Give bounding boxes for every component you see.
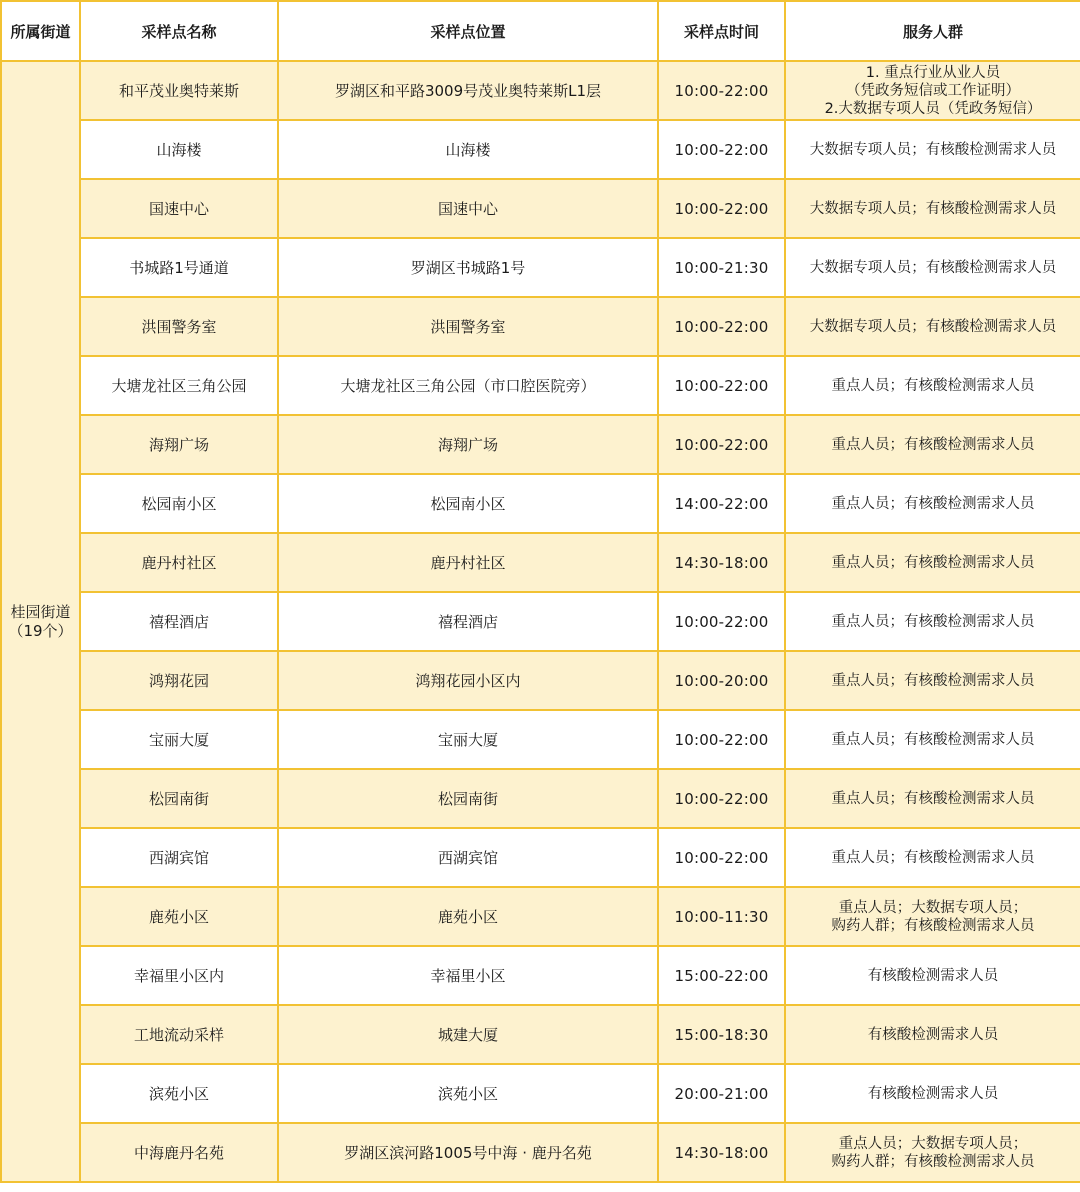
- site-name-cell: 山海楼: [80, 120, 278, 179]
- service-group-cell: 重点人员；有核酸检测需求人员: [785, 356, 1080, 415]
- site-location-cell: 山海楼: [278, 120, 658, 179]
- site-name-cell: 鹿丹村社区: [80, 533, 278, 592]
- site-location-cell: 城建大厦: [278, 1005, 658, 1064]
- site-time-cell: 10:00-22:00: [658, 297, 785, 356]
- table-row: [1, 769, 1080, 828]
- service-group-cell: 重点人员；有核酸检测需求人员: [785, 415, 1080, 474]
- table-row: [1, 474, 1080, 533]
- site-time-cell: 10:00-11:30: [658, 887, 785, 946]
- table-row: [1, 533, 1080, 592]
- site-name-cell: 禧程酒店: [80, 592, 278, 651]
- site-time-cell: 10:00-22:00: [658, 710, 785, 769]
- site-name-cell: 海翔广场: [80, 415, 278, 474]
- site-name-cell: 鹿苑小区: [80, 887, 278, 946]
- service-group-cell: 重点人员；有核酸检测需求人员: [785, 710, 1080, 769]
- site-time-cell: 10:00-22:00: [658, 592, 785, 651]
- site-time-cell: 15:00-22:00: [658, 946, 785, 1005]
- site-location-cell: 宝丽大厦: [278, 710, 658, 769]
- site-name-cell: 滨苑小区: [80, 1064, 278, 1123]
- service-group-cell: 大数据专项人员；有核酸检测需求人员: [785, 179, 1080, 238]
- header-site-time: 采样点时间: [658, 1, 785, 61]
- site-name-cell: 中海鹿丹名苑: [80, 1123, 278, 1182]
- site-time-cell: 10:00-22:00: [658, 61, 785, 120]
- table-row: [1, 356, 1080, 415]
- site-location-cell: 鹿丹村社区: [278, 533, 658, 592]
- service-group-cell: 重点人员；有核酸检测需求人员: [785, 828, 1080, 887]
- table-row: [1, 592, 1080, 651]
- table-body: [1, 61, 1080, 1182]
- table-row: [1, 120, 1080, 179]
- site-name-cell: 工地流动采样: [80, 1005, 278, 1064]
- site-time-cell: 10:00-22:00: [658, 828, 785, 887]
- table-row: [1, 710, 1080, 769]
- table-row: [1, 179, 1080, 238]
- site-location-cell: 洪围警务室: [278, 297, 658, 356]
- service-group-cell: 重点人员；有核酸检测需求人员: [785, 533, 1080, 592]
- service-group-cell: 重点人员；大数据专项人员； 购药人群；有核酸检测需求人员: [785, 887, 1080, 946]
- site-location-cell: 西湖宾馆: [278, 828, 658, 887]
- site-name-cell: 鸿翔花园: [80, 651, 278, 710]
- site-location-cell: 滨苑小区: [278, 1064, 658, 1123]
- site-name-cell: 和平茂业奥特莱斯: [80, 61, 278, 120]
- site-time-cell: 15:00-18:30: [658, 1005, 785, 1064]
- service-group-cell: 重点人员；有核酸检测需求人员: [785, 769, 1080, 828]
- site-time-cell: 10:00-22:00: [658, 415, 785, 474]
- site-name-cell: 松园南街: [80, 769, 278, 828]
- table-row: [1, 1064, 1080, 1123]
- table-row: [1, 415, 1080, 474]
- service-group-cell: 大数据专项人员；有核酸检测需求人员: [785, 297, 1080, 356]
- site-location-cell: 大塘龙社区三角公园（市口腔医院旁）: [278, 356, 658, 415]
- site-location-cell: 幸福里小区: [278, 946, 658, 1005]
- site-name-cell: 西湖宾馆: [80, 828, 278, 887]
- service-group-cell: 重点人员；有核酸检测需求人员: [785, 474, 1080, 533]
- header-service-group: 服务人群: [785, 1, 1080, 61]
- site-location-cell: 国速中心: [278, 179, 658, 238]
- site-time-cell: 10:00-22:00: [658, 179, 785, 238]
- site-location-cell: 罗湖区和平路3009号茂业奥特莱斯L1层: [278, 61, 658, 120]
- service-group-cell: 有核酸检测需求人员: [785, 946, 1080, 1005]
- site-time-cell: 14:30-18:00: [658, 533, 785, 592]
- site-name-cell: 松园南小区: [80, 474, 278, 533]
- site-name-cell: 洪围警务室: [80, 297, 278, 356]
- site-location-cell: 松园南小区: [278, 474, 658, 533]
- site-name-cell: 宝丽大厦: [80, 710, 278, 769]
- service-group-cell: 1. 重点行业从业人员 （凭政务短信或工作证明） 2.大数据专项人员（凭政务短信）: [785, 61, 1080, 120]
- site-time-cell: 10:00-22:00: [658, 769, 785, 828]
- header-site-location: 采样点位置: [278, 1, 658, 61]
- service-group-cell: 大数据专项人员；有核酸检测需求人员: [785, 238, 1080, 297]
- table-row: [1, 1123, 1080, 1182]
- service-group-cell: 重点人员；有核酸检测需求人员: [785, 651, 1080, 710]
- site-location-cell: 罗湖区滨河路1005号中海 · 鹿丹名苑: [278, 1123, 658, 1182]
- table-row: [1, 828, 1080, 887]
- site-name-cell: 幸福里小区内: [80, 946, 278, 1005]
- service-group-cell: 有核酸检测需求人员: [785, 1005, 1080, 1064]
- service-group-cell: 大数据专项人员；有核酸检测需求人员: [785, 120, 1080, 179]
- site-name-cell: 国速中心: [80, 179, 278, 238]
- table-row: [1, 1005, 1080, 1064]
- site-name-cell: 大塘龙社区三角公园: [80, 356, 278, 415]
- header-district: 所属街道: [1, 1, 80, 61]
- site-time-cell: 10:00-20:00: [658, 651, 785, 710]
- site-time-cell: 10:00-22:00: [658, 120, 785, 179]
- table-row: [1, 946, 1080, 1005]
- table-row: [1, 887, 1080, 946]
- site-location-cell: 松园南街: [278, 769, 658, 828]
- site-location-cell: 海翔广场: [278, 415, 658, 474]
- site-location-cell: 鸿翔花园小区内: [278, 651, 658, 710]
- district-cell: 桂园街道 （19个）: [1, 61, 80, 1182]
- table-row: [1, 61, 1080, 120]
- site-time-cell: 10:00-21:30: [658, 238, 785, 297]
- site-time-cell: 10:00-22:00: [658, 356, 785, 415]
- site-name-cell: 书城路1号通道: [80, 238, 278, 297]
- site-location-cell: 鹿苑小区: [278, 887, 658, 946]
- table-row: [1, 651, 1080, 710]
- header-row: [1, 1, 1080, 61]
- service-group-cell: 有核酸检测需求人员: [785, 1064, 1080, 1123]
- site-location-cell: 禧程酒店: [278, 592, 658, 651]
- service-group-cell: 重点人员；大数据专项人员； 购药人群；有核酸检测需求人员: [785, 1123, 1080, 1182]
- table-row: [1, 238, 1080, 297]
- table-row: [1, 297, 1080, 356]
- service-group-cell: 重点人员；有核酸检测需求人员: [785, 592, 1080, 651]
- site-time-cell: 14:00-22:00: [658, 474, 785, 533]
- header-site-name: 采样点名称: [80, 1, 278, 61]
- site-location-cell: 罗湖区书城路1号: [278, 238, 658, 297]
- site-time-cell: 20:00-21:00: [658, 1064, 785, 1123]
- site-time-cell: 14:30-18:00: [658, 1123, 785, 1182]
